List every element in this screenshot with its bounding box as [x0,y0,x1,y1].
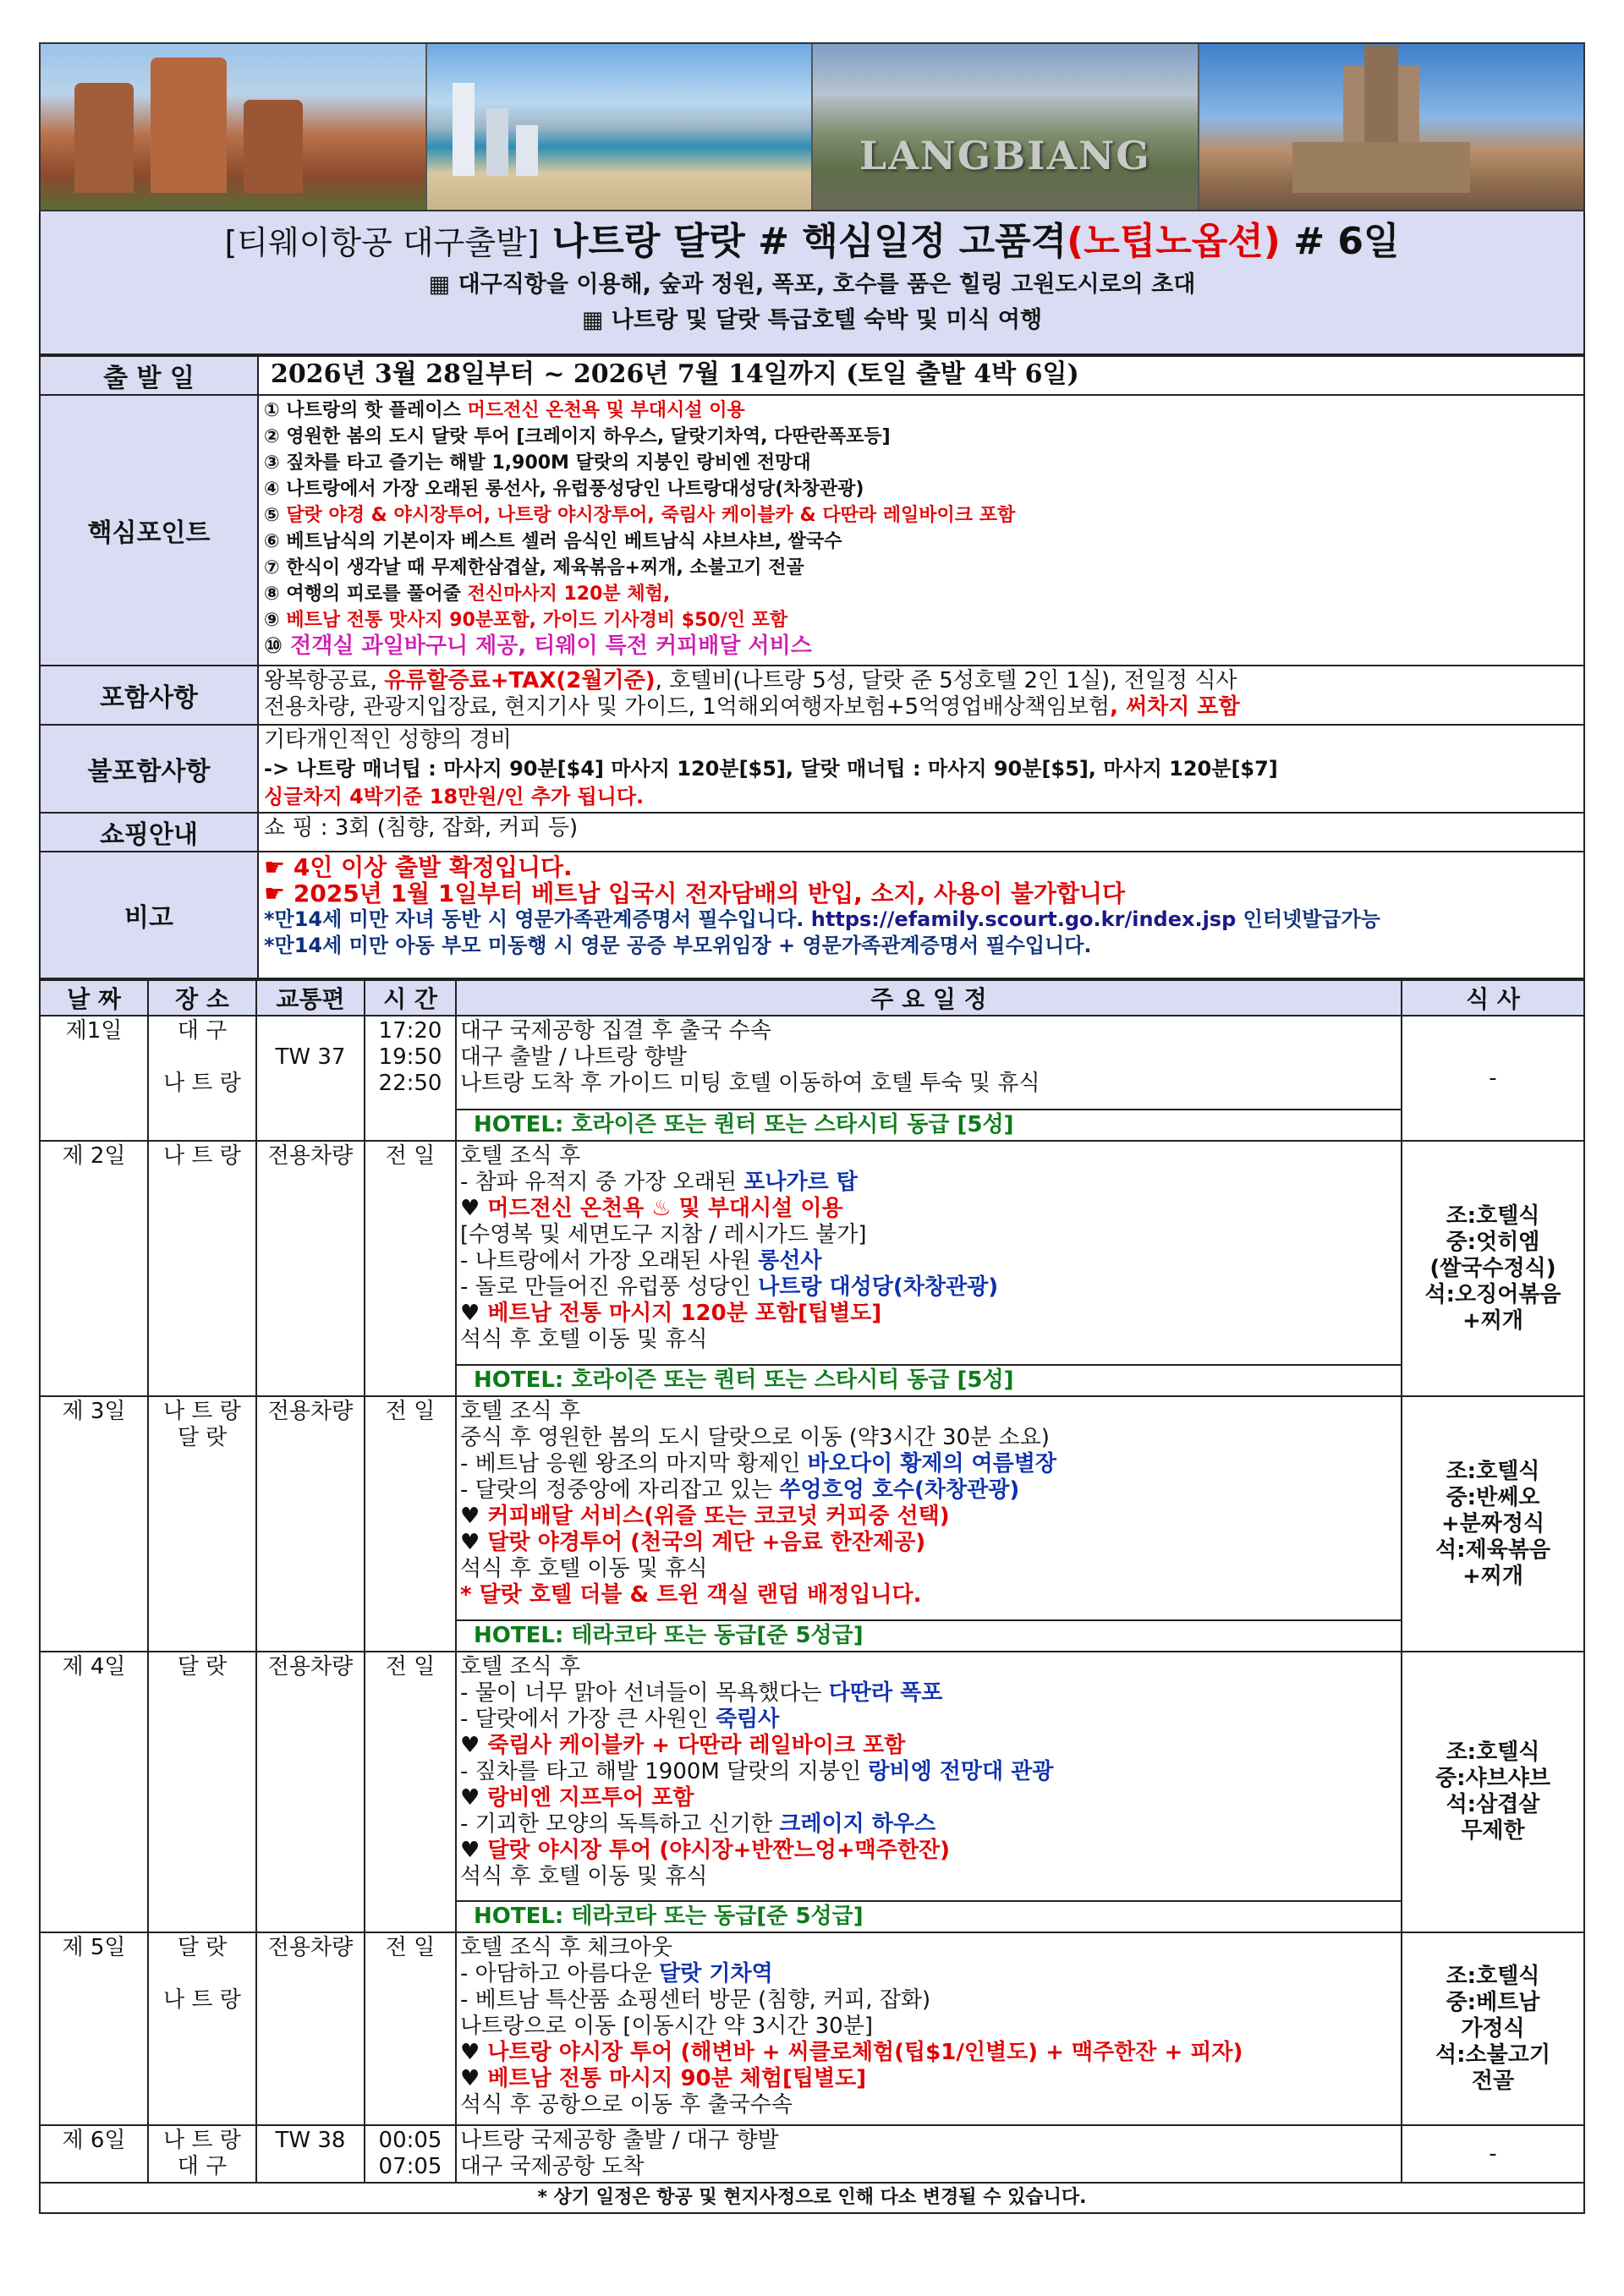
time-cell [365,1652,456,1932]
hotel-line: HOTEL: 호라이즌 또는 퀀터 또는 스타시티 동급 [5성] [457,1109,1401,1140]
line-text: - 참파 유적지 중 가장 오래된 [460,1170,744,1195]
itinerary-cell [457,1652,1401,1932]
family-cert-link[interactable]: https://efamily.scourt.go.kr/index.jsp [810,907,1237,931]
itinerary-line [460,1170,1397,1196]
schedule-row [40,1932,1584,2125]
line-highlight: 베트남 전통 마시지 90분 체험[팁별도] [487,2066,867,2091]
day-cell: 제 4일 [40,1652,148,1932]
point-number: ④ [264,479,280,500]
point-highlight: 머드전신 온천욕 및 부대시설 이용 [467,400,745,421]
point-item [264,476,1578,502]
line-text: - 돌로 만들어진 유럽풍 성당인 [460,1274,759,1300]
meal-item: (쌀국수정식) [1429,1255,1556,1281]
photo-langbiang [813,44,1199,210]
header-time: 시 간 [365,980,456,1016]
day-cell: 제 5일 [40,1932,148,2125]
itinerary-wrapper [456,1652,1402,1932]
itinerary-line [460,1044,1397,1071]
itinerary-line [460,1961,1397,1987]
line-sight: 롱선사 [758,1248,822,1274]
meal-item: +찌개 [1462,1307,1524,1334]
itinerary-cell [457,1933,1401,2124]
header-place: 장 소 [148,980,256,1016]
meal-item: - [1489,1065,1497,1091]
line-text: 나트랑으로 이동 [이동시간 약 3시간 30분] [460,2014,873,2039]
itinerary-line [460,1935,1397,1961]
itinerary-lines [457,1652,1401,1892]
transport-cell: 전용차량 [256,1932,365,2125]
point-text: 나트랑에서 가장 오래된 롱선사, 유럽풍성당인 나트랑대성당(차창관광) [286,479,864,500]
line-text: - 베트남 응웬 왕조의 마지막 황제인 [460,1451,808,1477]
point-text: 영원한 봄의 도시 달랏 투어 [크레이지 하우스, 달랏기차역, 다딴란폭포등] [286,426,891,447]
meal-item: 중:샤브샤브 [1435,1766,1550,1791]
info-table [39,355,1585,979]
day-cell: 제 2일 [40,1141,148,1396]
time-cell [365,1932,456,2125]
meal-item: 무제한 [1461,1818,1525,1844]
header-itinerary: 주 요 일 정 [456,980,1402,1016]
line-text: 호텔 조식 후 [460,1654,581,1680]
time-value: 전 일 [385,1399,436,1424]
time-value: 전 일 [385,1935,436,1960]
place-name [152,1044,252,1071]
meal-item: 조:호텔식 [1446,1203,1540,1229]
line-text: [수영복 및 세면도구 지참 / 레시가드 불가] [460,1222,867,1247]
schedule-row [40,1396,1584,1652]
itinerary-cell [457,1397,1401,1651]
meal-cell [1402,1396,1584,1652]
point-highlight: 베트남 전통 맛사지 90분포함, 가이드 기사경비 $50/인 포함 [286,610,788,631]
line-sight: 달랏 기차역 [659,1961,773,1986]
meal-cell [1402,1932,1584,2125]
header-meal: 식 사 [1402,980,1584,1016]
line-text: 나트랑 도착 후 가이드 미팅 호텔 이동하여 호텔 투숙 및 휴식 [460,1071,1040,1096]
line-highlight: 달랏 야시장 투어 (야시장+반짠느엉+맥주한잔) [487,1838,950,1863]
photo-nhatrang-beach [427,44,814,210]
point-text: 베트남식의 기본이자 베스트 셀러 음식인 베트남식 샤브샤브, 쌀국수 [286,531,842,552]
itinerary-line [460,1451,1397,1477]
line-text: 호텔 조식 후 체크아웃 [460,1935,672,1960]
place-name [152,1961,252,1987]
time-value: 22:50 [378,1071,442,1096]
meal-item: 석:오징어볶음 [1424,1281,1561,1307]
place-cell [148,1652,256,1932]
place-cell [148,1016,256,1141]
meal-item: 중:반쎄오 [1446,1484,1540,1510]
point-text: 여행의 피로를 풀어줄 [286,584,468,605]
itinerary-line [460,1759,1397,1785]
itinerary-line [460,1248,1397,1274]
place-name: 대 구 [177,1018,228,1044]
itinerary-line [460,2128,1397,2154]
itinerary-cell [457,1016,1401,1140]
line-highlight: 머드전신 온천욕 ♨ 및 부대시설 이용 [487,1196,843,1221]
schedule-row [40,1141,1584,1396]
itinerary-line [460,1399,1397,1425]
place-cell [148,1932,256,2125]
place-name: 나 트 랑 [163,1987,241,2013]
meal-item: 석:소불고기 [1435,2041,1550,2068]
langbiang-logo: LANGBIANG [859,133,1151,178]
itinerary-line [460,1707,1397,1733]
schedule-row [40,1016,1584,1141]
line-text: 나트랑 국제공항 출발 / 대구 향발 [460,2128,779,2153]
time-value: 17:20 [378,1018,442,1044]
line-sight: 크레이지 하우스 [779,1811,936,1837]
line-sight: 랑비엥 전망대 관광 [868,1759,1054,1784]
point-highlight: 달랏 야경 & 야시장투어, 나트랑 야시장투어, 죽림사 케이블카 & 다딴라 레일바이크 포함 [286,505,1016,526]
point-text: 나트랑의 핫 플레이스 [286,400,468,421]
transport-cell: TW 37 [256,1016,365,1141]
itinerary-wrapper [456,1396,1402,1652]
line-highlight: 커피배달 서비스(위즐 또는 코코넛 커피중 선택) [487,1504,950,1529]
page-title: [티웨이항공 대구출발] 나트랑 달랏 # 핵심일정 고품격(노팁노옵션) # 6일 [224,220,1400,263]
time-value: 전 일 [385,1143,436,1169]
departure-value: 2026년 3월 28일부터 ~ 2026년 7월 14일까지 (토일 출발 4박 6일) [258,356,1584,395]
points-list [258,395,1584,666]
itinerary-line [460,2066,1397,2092]
place-name: 달 랏 [177,1425,228,1450]
itinerary-line [460,1785,1397,1811]
line-text: 호텔 조식 후 [460,1399,581,1424]
departure-label: 출 발 일 [40,356,258,395]
meal-item: 석:삼겹살 [1446,1792,1540,1817]
itinerary-lines [457,1933,1401,2120]
transport-cell: 전용차량 [256,1141,365,1396]
itinerary-line [460,1654,1397,1680]
line-text: 석식 후 공항으로 이동 후 출국수속 [460,2092,793,2118]
place-name: 나 트 랑 [163,2128,241,2153]
meal-cell [1402,1016,1584,1141]
meal-item: +찌개 [1462,1563,1524,1589]
itinerary-cell [457,1142,1401,1395]
point-item [264,555,1578,581]
line-text: - 나트랑에서 가장 오래된 사원 [460,1248,759,1274]
itinerary-wrapper [456,2125,1402,2183]
heart-icon: ♥ [460,2040,488,2065]
point-item [264,529,1578,555]
heart-icon: ♥ [460,2066,488,2091]
itinerary-lines [457,1142,1401,1355]
remarks-label: 비고 [40,852,258,978]
points-label: 핵심포인트 [40,395,258,666]
point-item [264,424,1578,450]
day-cell: 제 3일 [40,1396,148,1652]
time-value: 전 일 [385,1654,436,1680]
place-name: 달 랏 [177,1935,228,1960]
itinerary-line [460,2014,1397,2040]
itinerary-lines [457,1397,1401,1610]
point-number: ⑧ [264,584,280,605]
itinerary-line [460,1733,1397,1759]
line-text: 석식 후 호텔 이동 및 휴식 [460,1556,708,1581]
itinerary-line [460,1018,1397,1044]
itinerary-line [460,1425,1397,1451]
remarks-text: ☛ 4인 이상 출발 확정입니다. ☛ 2025년 1월 1일부터 베트남 입국시 전자담배의 반입, 소지, 사용이 불가합니다 *만14세 미만 자녀 동반 시 영문가족관계증명서 필수입니다. https://efamily.scourt.go.kr/index.jsp 인터넷발급가능 *만14세 미만 아동 부모 미동행 시 영문 공증 부모위임장 + 영문가족관계증명서 필수입니다. [258,852,1584,978]
place-cell [148,1141,256,1396]
line-text: 대구 국제공항 도착 [460,2154,645,2179]
itinerary-lines [457,2126,1401,2182]
itinerary-line [460,1530,1397,1556]
meal-item: 조:호텔식 [1446,1963,1540,1989]
hotel-line: HOTEL: 테라코타 또는 동급[준 5성급] [457,1619,1401,1651]
included-text: 왕복항공료, 유류할증료+TAX(2월기준), 호텔비(나트랑 5성, 달랏 준 5성호텔 2인 1실), 전일정 식사 전용차량, 관광지입장료, 현지기사 및 가이드, 1억해외여행자보험+5억영업배상책임보험, 써차지 포함 [258,666,1584,725]
line-text: - 달랏의 정중앙에 자리잡고 있는 [460,1477,780,1503]
itinerary-line [460,2092,1397,2118]
time-cell [365,2125,456,2183]
itinerary-line [460,1301,1397,1327]
itinerary-line [460,1143,1397,1170]
line-text: - 베트남 특산품 쇼핑센터 방문 (침향, 커피, 잡화) [460,1987,931,2013]
meal-cell [1402,1652,1584,1932]
meal-item: 조:호텔식 [1446,1740,1540,1765]
time-cell [365,1396,456,1652]
line-sight: 쑤엉흐엉 호수(차창관광) [779,1477,1020,1503]
line-sight: 포나가르 탑 [743,1170,858,1195]
itinerary-line [460,1680,1397,1707]
header-transport: 교통편 [256,980,365,1016]
place-name: 나 트 랑 [163,1143,241,1169]
point-number: ② [264,426,280,447]
itinerary-wrapper [456,1932,1402,2125]
itinerary-line [460,1582,1397,1608]
itinerary-line [460,1556,1397,1582]
photo-cham-towers [41,44,427,210]
footer-note: * 상기 일정은 항공 및 현지사정으로 인해 다소 변경될 수 있습니다. [39,2184,1585,2214]
line-highlight: * 달랏 호텔 더블 & 트윈 객실 랜덤 배정입니다. [460,1582,922,1608]
transport-cell: 전용차량 [256,1396,365,1652]
point-item [264,581,1578,607]
schedule-row [40,1652,1584,1932]
line-text: 석식 후 호텔 이동 및 휴식 [460,1864,708,1889]
meal-item: 중:엇히엠 [1446,1229,1540,1255]
line-text: - 물이 너무 맑아 선녀들이 목욕했다는 [460,1680,829,1706]
heart-icon: ♥ [460,1838,488,1863]
day-cell: 제 6일 [40,2125,148,2183]
place-name: 달 랏 [177,1654,228,1680]
time-cell [365,1016,456,1141]
itinerary-lines [457,1016,1401,1099]
line-highlight: 달랏 야경투어 (천국의 계단 +음료 한잔제공) [487,1530,926,1555]
heart-icon: ♥ [460,1196,488,1221]
point-number: ⑩ [264,633,283,659]
heart-icon: ♥ [460,1504,488,1529]
meal-item: 전골 [1471,2068,1515,2094]
itinerary-line [460,1504,1397,1530]
point-item [264,502,1578,529]
point-item [264,450,1578,476]
meal-cell [1402,1141,1584,1396]
place-name: 나 트 랑 [163,1071,241,1096]
line-highlight: 베트남 전통 마시지 120분 포함[팁별도] [487,1301,882,1326]
itinerary-wrapper [456,1016,1402,1141]
point-number: ⑨ [264,610,280,631]
line-highlight: 랑비엔 지프투어 포함 [487,1785,694,1811]
itinerary-line [460,1222,1397,1248]
line-sight: 바오다이 황제의 여름별장 [807,1451,1056,1477]
hotel-line: HOTEL: 테라코타 또는 동급[준 5성급] [457,1900,1401,1932]
included-label: 포함사항 [40,666,258,725]
line-highlight: 나트랑 야시장 투어 (해변바 + 씨클로체험(팁$1/인별도) + 맥주한잔 + 피자) [487,2040,1243,2065]
place-name: 대 구 [177,2154,228,2179]
day-cell: 제1일 [40,1016,148,1141]
transport-cell: TW 38 [256,2125,365,2183]
line-text: 석식 후 호텔 이동 및 휴식 [460,1327,708,1352]
place-cell [148,2125,256,2183]
heart-icon: ♥ [460,1733,488,1758]
itinerary-line [460,1196,1397,1222]
line-text: - 아담하고 아름다운 [460,1961,660,1986]
point-text: 짚차를 타고 즐기는 해발 1,900M 달랏의 지붕인 랑비엔 전망대 [286,452,811,474]
shopping-label: 쇼핑안내 [40,813,258,852]
excluded-text: 기타개인적인 성향의 경비 -> 나트랑 매너팁 : 마사지 90분[$4] 마사지 120분[$5], 달랏 매너팁 : 마사지 90분[$5], 마사지 120분[$7] 싱글차지 4박기준 18만원/인 추가 됩니다. [258,725,1584,813]
photo-banner [39,42,1585,211]
itinerary-line [460,2154,1397,2180]
point-item [264,397,1578,424]
itinerary-line [460,1327,1397,1353]
line-text: - 짚차를 타고 해발 1900M 달랏의 지붕인 [460,1759,869,1784]
point-number: ⑥ [264,531,280,552]
line-text: - 기괴한 모양의 독특하고 신기한 [460,1811,780,1837]
place-cell [148,1396,256,1652]
itinerary-line [460,1838,1397,1864]
time-cell [365,1141,456,1396]
schedule-table [39,979,1585,2184]
place-name: 나 트 랑 [163,1399,241,1424]
excluded-label: 불포함사항 [40,725,258,813]
time-value: 00:05 [378,2128,442,2153]
point-number: ① [264,400,280,421]
header-day: 날 짜 [40,980,148,1016]
line-text: - 달랏에서 가장 큰 사원인 [460,1707,716,1732]
itinerary-line [460,1071,1397,1097]
meal-item: +분짜정식 [1440,1510,1545,1537]
photo-cathedral [1199,44,1584,210]
title-box [39,211,1585,355]
line-sight: 다딴라 폭포 [828,1680,943,1706]
itinerary-line [460,1864,1397,1890]
line-text: 중식 후 영원한 봄의 도시 달랏으로 이동 (약3시간 30분 소요) [460,1425,1050,1450]
meal-item: 중:베트남 [1446,1989,1540,2015]
itinerary-line [460,1987,1397,2014]
line-text: 대구 출발 / 나트랑 향발 [460,1044,687,1070]
point-item [264,633,1578,660]
point-number: ③ [264,452,280,474]
itinerary-page [39,42,1585,2214]
point-text: 한식이 생각날 때 무제한삼겹살, 제육볶음+찌개, 소불고기 전골 [286,557,804,578]
line-highlight: 죽림사 케이블카 + 다딴라 레일바이크 포함 [487,1733,906,1758]
point-item [264,607,1578,633]
heart-icon: ♥ [460,1785,488,1811]
time-value: 07:05 [378,2154,442,2179]
transport-cell: 전용차량 [256,1652,365,1932]
heart-icon: ♥ [460,1301,488,1326]
point-highlight: 전신마사지 120분 체험, [467,584,671,605]
point-number: ⑤ [264,505,280,526]
point-pink: 전객실 과일바구니 제공, 티웨이 특전 커피배달 서비스 [290,633,812,659]
line-text: 대구 국제공항 집결 후 출국 수속 [460,1018,771,1044]
hotel-line: HOTEL: 호라이즌 또는 퀀터 또는 스타시티 동급 [5성] [457,1364,1401,1395]
meal-item: 조:호텔식 [1446,1458,1540,1484]
line-sight: 나트랑 대성당(차창관광) [758,1274,999,1300]
meal-cell [1402,2125,1584,2183]
schedule-row [40,2125,1584,2183]
meal-item: 가정식 [1461,2015,1525,2041]
shopping-value: 쇼 핑 : 3회 (침향, 잡화, 커피 등) [258,813,1584,852]
heart-icon: ♥ [460,1530,488,1555]
line-text: 호텔 조식 후 [460,1143,581,1169]
itinerary-line [460,1274,1397,1301]
line-sight: 죽림사 [715,1707,780,1732]
meal-item: - [1489,2140,1497,2167]
itinerary-line [460,1811,1397,1838]
itinerary-line [460,1477,1397,1504]
subtitle-2: ▦ 나트랑 및 달랏 특급호텔 숙박 및 미식 여행 [581,307,1043,333]
time-value: 19:50 [378,1044,442,1070]
itinerary-cell [457,2126,1401,2182]
meal-item: 석:제육볶음 [1435,1537,1550,1563]
subtitle-1: ▦ 대구직항을 이용해, 숲과 정원, 폭포, 호수를 품은 힐링 고원도시로의 초대 [428,271,1196,298]
point-number: ⑦ [264,557,280,578]
itinerary-wrapper [456,1141,1402,1396]
itinerary-line [460,2040,1397,2066]
